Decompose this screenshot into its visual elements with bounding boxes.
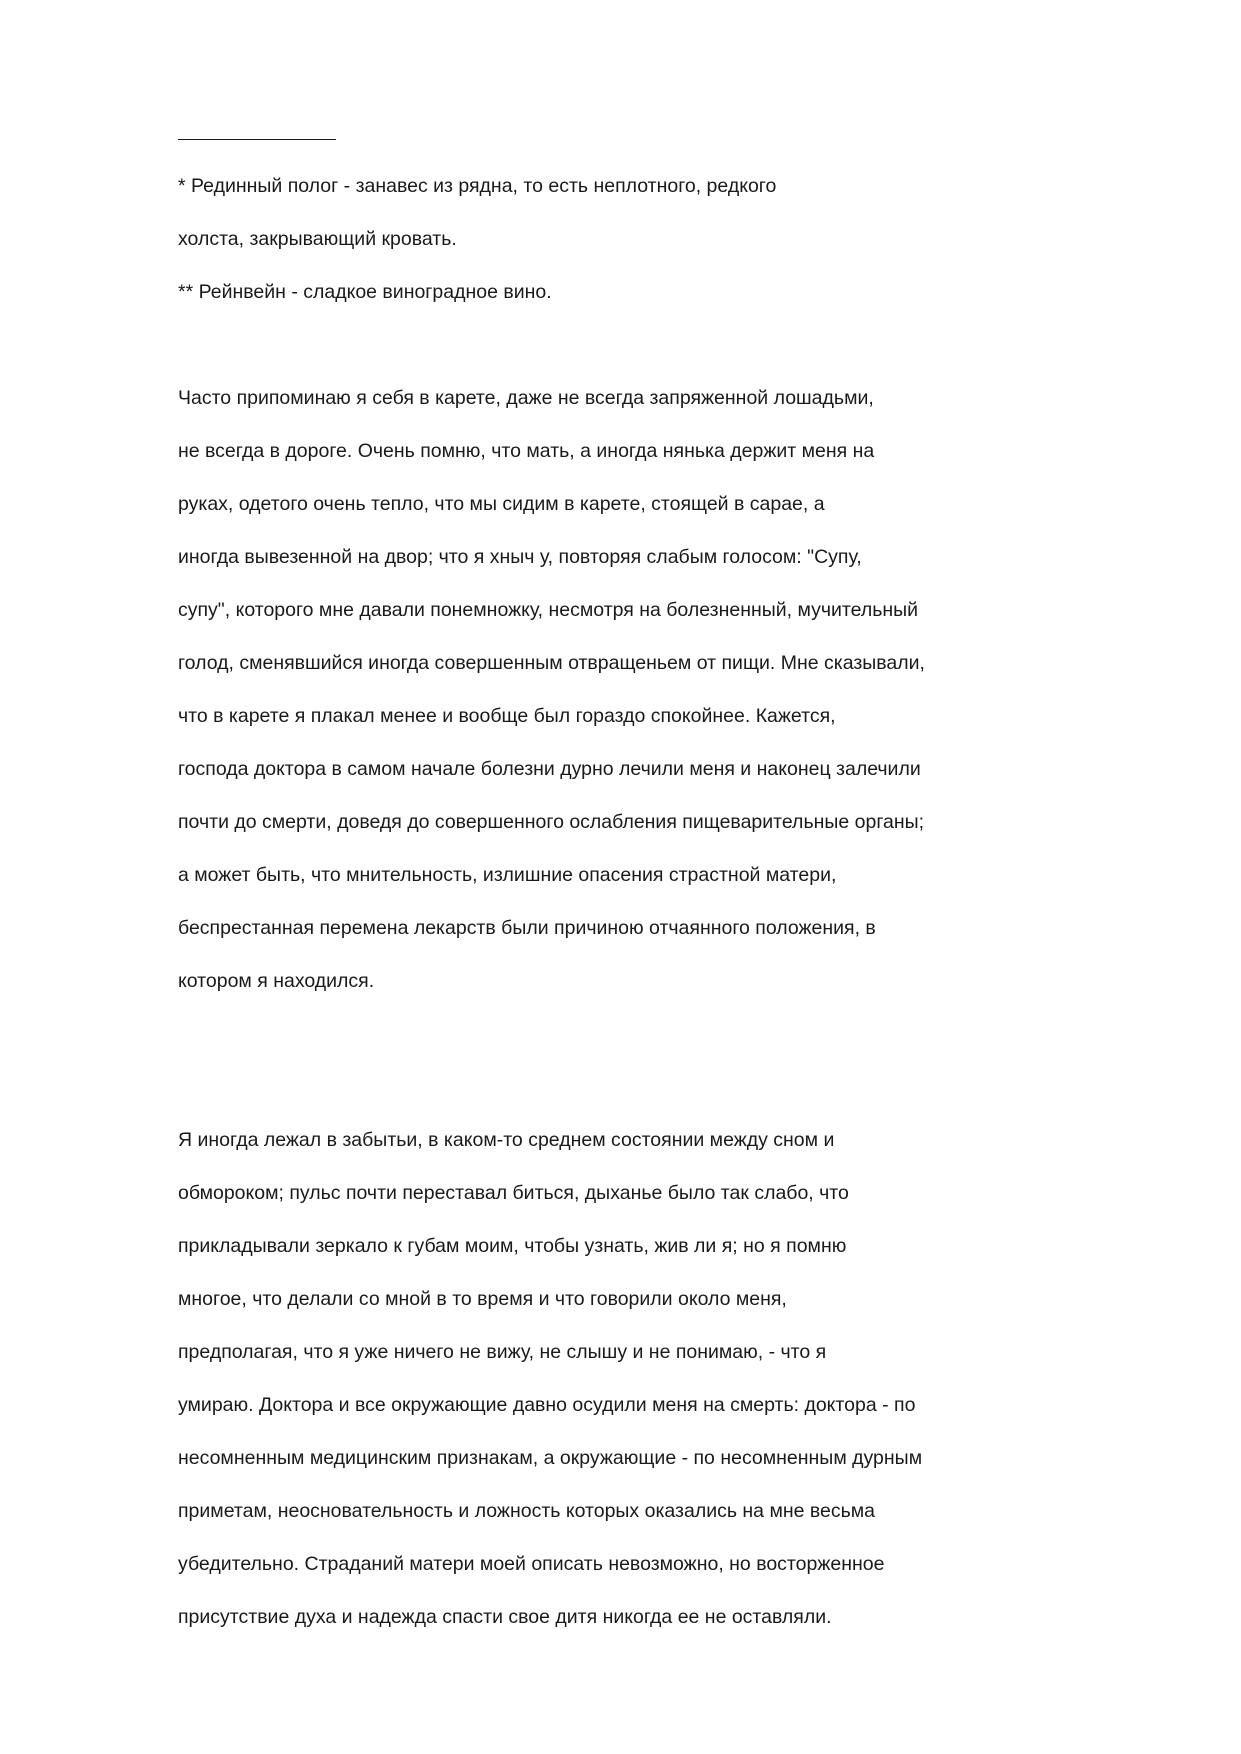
paragraph-2-line: приметам, неосновательность и ложность которых оказались на мне весьма (178, 1500, 876, 1522)
paragraph-1-line: беспрестанная перемена лекарств были причиною отчаянного положения, в (178, 917, 876, 939)
paragraph-2-line: умираю. Доктора и все окружающие давно осудили меня на смерть: доктора - по (178, 1394, 916, 1416)
paragraph-1-line: Часто припоминаю я себя в карете, даже не всегда запряженной лошадьми, (178, 387, 874, 409)
paragraph-1-line: котором я находился. (178, 970, 375, 992)
paragraph-2-line: убедительно. Страданий матери моей описать невозможно, но восторженное (178, 1553, 885, 1575)
paragraph-2-line: обмороком; пульс почти переставал биться, дыханье было так слабо, что (178, 1182, 849, 1204)
footnote-line: ** Рейнвейн - сладкое виноградное вино. (178, 281, 552, 303)
paragraph-1-line: почти до смерти, доведя до совершенного ослабления пищеварительные органы; (178, 811, 925, 833)
paragraph-1-line: голод, сменявшийся иногда совершенным отвращеньем от пищи. Мне сказывали, (178, 652, 925, 674)
paragraph-2-line: Я иногда лежал в забытьи, в каком-то среднем состоянии между сном и (178, 1129, 835, 1151)
paragraph-1-line: а может быть, что мнительность, излишние опасения страстной матери, (178, 864, 837, 886)
paragraph-2-line: предполагая, что я уже ничего не вижу, не слышу и не понимаю, - что я (178, 1341, 827, 1363)
paragraph-2-line: прикладывали зеркало к губам моим, чтобы узнать, жив ли я; но я помню (178, 1235, 847, 1257)
paragraph-1-line: иногда вывезенной на двор; что я хныч у, повторяя слабым голосом: "Супу, (178, 546, 862, 568)
paragraph-2-line: многое, что делали со мной в то время и что говорили около меня, (178, 1288, 787, 1310)
footnote-separator (178, 139, 336, 140)
paragraph-1-line: что в карете я плакал менее и вообще был гораздо спокойнее. Кажется, (178, 705, 836, 727)
paragraph-1-line: руках, одетого очень тепло, что мы сидим в карете, стоящей в сарае, а (178, 493, 825, 515)
paragraph-1-line: супу", которого мне давали понемножку, несмотря на болезненный, мучительный (178, 599, 919, 621)
paragraph-1-line: господа доктора в самом начале болезни дурно лечили меня и наконец залечили (178, 758, 921, 780)
paragraph-2-line: несомненным медицинским признакам, а окружающие - по несомненным дурным (178, 1447, 923, 1469)
footnote-line: холста, закрывающий кровать. (178, 228, 457, 250)
paragraph-1-line: не всегда в дороге. Очень помню, что мать, а иногда нянька держит меня на (178, 440, 875, 462)
paragraph-2-line: присутствие духа и надежда спасти свое дитя никогда ее не оставляли. (178, 1606, 832, 1628)
footnote-line: * Рединный полог - занавес из рядна, то есть неплотного, редкого (178, 175, 777, 197)
